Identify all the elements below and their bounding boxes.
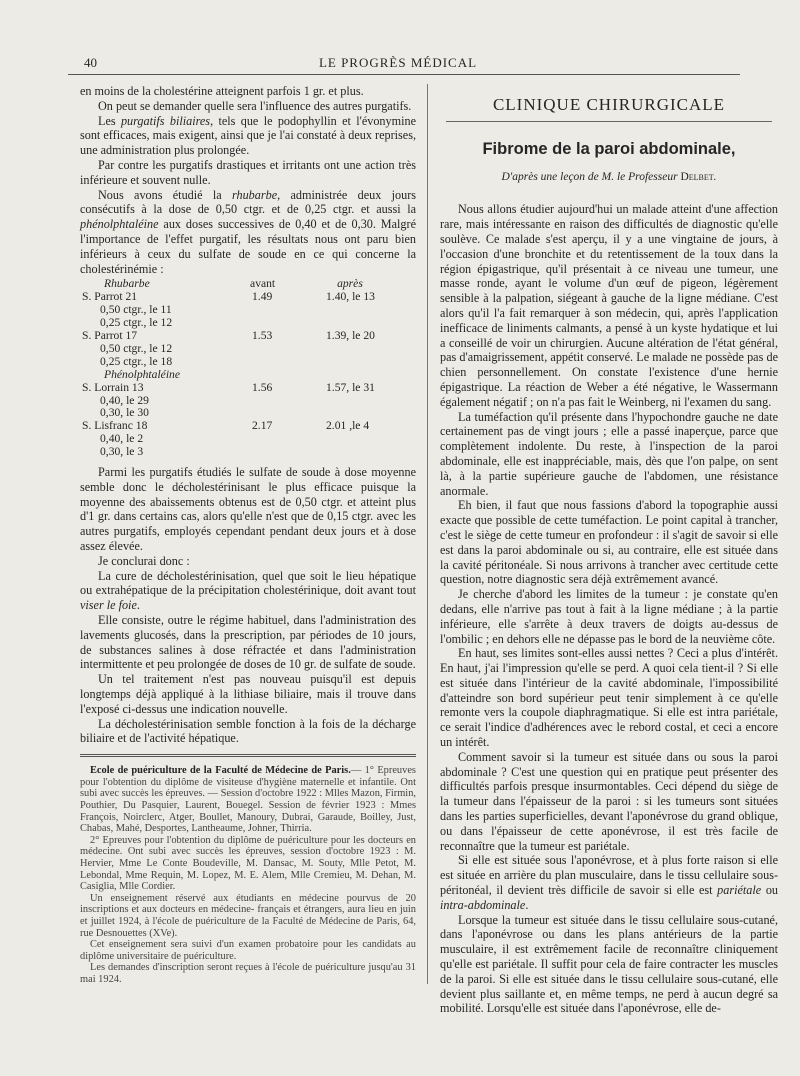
paragraph: Je conclurai donc :: [98, 553, 190, 568]
section-rule: [446, 121, 772, 122]
table-subrow: 0,25 ctgr., le 12: [100, 316, 173, 330]
paragraph: Nous avons étudié la rhubarbe, administrée deux jours consécutifs à la dose de 0,50 ctgr. et de 0,25 ctgr. et aussi la phénolphtaléine aux doses successives de 0,40 et de 0,30. Malgré l'importance de l'effet purgatif, les résultats nous ont paru bien inférieurs à ceux du sulfate de soude en ce qui concerne la cholestérinémie :: [80, 187, 417, 276]
emphasis: purgatifs biliaires: [120, 113, 211, 128]
left-column: [80, 84, 416, 985]
paragraph: Je cherche d'abord les limites de la tumeur : je constate qu'en dedans, elle n'arrive pas tout à fait à la ligne médiane ; à la partie inférieure, elle s'arrête à deux travers de doigts au-dessus de l'ombilic ; en dehors elle ne dépasse pas le bord de la neuvième côte.: [440, 587, 778, 646]
notice-block: [80, 765, 416, 985]
paragraph: La décholestérinisation semble fonction à la fois de la décharge biliaire et de l'activité hépatique.: [80, 716, 416, 746]
table-subrow: 0,40, le 29: [100, 393, 149, 407]
notice-paragraph: Un enseignement réservé aux étudiants en médecine pourvus de 20 inscriptions et aux docteurs en médecine- français et étrangers, aura lieu en juin et juillet 1924, à l'école de puériculture de la Faculté de Médecine de Paris, 64, rue Desnouettes (XVe).: [80, 892, 416, 939]
table-subrow: 0,30, le 30: [100, 406, 149, 420]
emphasis: phénolphtaléine: [80, 217, 159, 232]
paragraph: Parmi les purgatifs étudiés le sulfate de soude à dose moyenne semble donc le décholestérinisant le plus efficace puisque la moyenne des abaissements obtenus est de 0,50 ctgr. et atteint plus d'1 gr. dans certains cas, alors qu'elle n'est que de 0,15 ctgr. avec les autres purgatifs, employés cependant pendant deux jours et à dose assez élevée.: [80, 465, 416, 554]
paragraph: Lorsque la tumeur est située dans le tissu cellulaire sous-cutané, dans l'aponévrose ou dans les plans antérieurs de la partie musculaire, il est extrêmement facile de reconnaître cliniquement qu'elle est pariétale. Il suffit pour cela de faire contracter les muscles de la paroi. Si elle est située dans le tissu cellulaire sous-cutané, elle devient plus saillante et, en même temps, ne perd à aucun degré sa mobilité. Lorsqu'elle est située dans l'aponévrose, elle de-: [440, 912, 778, 1016]
table-subrow: 0,50 ctgr., le 11: [100, 303, 172, 317]
cholesterol-table: [80, 278, 416, 459]
column-divider: [427, 84, 428, 984]
paragraph: Un tel traitement n'est pas nouveau puisqu'il est depuis longtemps déjà appliqué à la lithiase biliaire, mais il trouve dans l'exposé ci-dessus une indication nouvelle.: [80, 672, 416, 716]
paragraph: Si elle est située sous l'aponévrose, et à plus forte raison si elle est située en arrière du plan musculaire, dans le tissu cellulaire sous-péritonéal, il devient très difficile de savoir si elle est pariétale ou intra-abdominale.: [440, 853, 778, 912]
emphasis: intra-abdominale: [440, 897, 526, 912]
paragraph: Elle consiste, outre le régime habituel, dans l'administration des lavements glucosés, dans la prescription, par périodes de 10 jours, de substances salines à dose réfractée et dans l'administration intermittente et peu prolongée de doses de 10 gr. de sulfate de soude.: [80, 613, 416, 672]
table-subrow: 0,30, le 3: [100, 445, 144, 459]
header-rule: [68, 74, 740, 75]
article-title: Fibrome de la paroi abdominale,: [482, 139, 736, 158]
paragraph: Comment savoir si la tumeur est située dans ou sous la paroi abdominale ? C'est une question qui en pratique peut présenter des difficultés parfois presque insurmontables. Ceci dépend du siège de la tumeur dans l'épaisseur de la paroi : si les tumeurs sont situées dans les parties superficielles, devant l'aponévrose du grand oblique, ou dans l'épaisseur de cette aponévrose, il est très facile de reconnaître que la tumeur est pariétale.: [440, 749, 778, 853]
table-subrow: 0,25 ctgr., le 18: [100, 354, 173, 368]
right-column: [440, 84, 778, 1016]
author-name: Delbet: [680, 170, 714, 183]
paragraph: Les purgatifs biliaires, tels que le podophyllin et l'évonymine sont efficaces, mais exigent, ainsi que je l'ai constaté à deux reprises, une administration plus prolongée.: [80, 113, 416, 158]
notice-paragraph: Ecole de puériculture de la Faculté de Médecine de Paris.— 1° Epreuves pour l'obtention du diplôme de visiteuse d'hygiène maternelle et infantile. Ont subi avec succès les épreuves. — Session d'octobre 1922 : Mlles Mazon, Firmin, Pouthier, Du Pasquier, Laurent, Bouegel. Session de février 1923 : Mmes François, Noirclerc, Atger, Boullet, Manoury, Dubrai, Garaude, Boilley, Just, Chabas, Mahé, Desportes, Lantheaume, Johner, Thirria.: [80, 765, 416, 835]
section-title: CLINIQUE CHIRURGICALE: [492, 95, 726, 114]
table-subrow: 0,40, le 2: [100, 432, 144, 446]
paragraph: La cure de décholestérinisation, quel que soit le lieu hépatique ou extrahépatique de la précipitation cholestérinique, doit avant tout viser le foie.: [80, 568, 416, 613]
table-section-label: Phénolphtaléine: [104, 367, 180, 381]
table-header-row: Rhubarbe avant après: [104, 277, 363, 291]
page-header: [58, 55, 738, 71]
table-row: S. Parrot 17 1.53 1.39, le 20: [82, 328, 375, 342]
notice-paragraph: 2° Epreuves pour l'obtention du diplôme de puériculture pour les docteurs en médecine. Ont subi avec succès les épreuves, session d'octobre 1923 : M. Hervier, Mme Le Conte Boudeville, M. Dansac, M. Souty, Mlle Petot, M. Lebondal, Mme Requin, M. Lopez, M. E. Alem, Mlle Cremieu, M. Dehan, M. Casiglia, Mlle Cordier.: [80, 834, 416, 893]
table-row: S. Parrot 21 1.49 1.40, le 13: [82, 290, 375, 304]
paragraph: La tuméfaction qu'il présente dans l'hypochondre gauche ne date certainement pas de vingt jours ; elle a passé inaperçue, parce que complètement indolente. Du reste, à l'inspection de la paroi abdominale, elle est inappréciable, mais, dès que l'on palpe, on sent là, à la partie supérieure gauche de l'abdomen, une résistance anormale.: [440, 409, 778, 498]
paragraph: Eh bien, il faut que nous fassions d'abord la topographie aussi exacte que possible de cette tuméfaction. Le point capital à trancher, c'est le siège de cette tumeur en profondeur : il s'agit de savoir si elle est dans la paroi abdominale ou si, au contraire, elle est située dans la cavité péritonéale. Si nous arrivons à trancher avec certitude cette question, notre diagnostic sera déjà extrêmement avancé.: [440, 498, 778, 587]
emphasis: pariétale: [717, 883, 762, 898]
paragraph: On peut se demander quelle sera l'influence des autres purgatifs.: [98, 98, 412, 113]
table-row: S. Lorrain 13 1.56 1.57, le 31: [82, 380, 375, 394]
byline: D'après une leçon de M. le Professeur Delbet.: [501, 170, 717, 183]
paragraph: Par contre les purgatifs drastiques et irritants ont une action très inférieure et souvent nulle.: [80, 157, 416, 187]
notice-paragraph: Cet enseignement sera suivi d'un examen probatoire pour les candidats au diplôme universitaire de puériculture.: [80, 939, 416, 962]
notice-title: Ecole de puériculture de la Faculté de Médecine de Paris.: [90, 765, 351, 777]
paragraph: en moins de la cholestérine atteignent parfois 1 gr. et plus.: [80, 84, 364, 98]
notice-paragraph: Les demandes d'inscription seront reçues à l'école de puériculture jusqu'au 31 mai 1924.: [80, 962, 416, 985]
table-row: S. Lisfranc 18 2.17 2.01 ,le 4: [82, 419, 370, 433]
paragraph: En haut, ses limites sont-elles aussi nettes ? Ceci a plus d'intérêt. En haut, j'ai l'impression qu'elle se perd. A quoi cela tient-il ? Si elle est située dans l'intérieur de la cavité abdominale, l'impossibilité d'atteindre son bord supérieur peut tenir simplement à ce qu'elle remonte vers la coupole diaphragmatique. Si elle est intra pariétale, ce serait l'indice d'adhérences avec le rebord costal, et ceci a encore un intérêt.: [440, 646, 778, 750]
table-subrow: 0,50 ctgr., le 12: [100, 341, 173, 355]
running-title: LE PROGRÈS MÉDICAL: [318, 55, 478, 70]
emphasis: viser le foie: [80, 598, 137, 613]
emphasis: rhubarbe: [231, 187, 278, 202]
notice-rule: [80, 754, 416, 757]
paragraph: Nous allons étudier aujourd'hui un malade atteint d'une affection rare, mais intéressante en raison des difficultés de diagnostic qu'elle soulève. Ce malade s'est aperçu, il y a une vingtaine de jours, à l'occasion d'une bronchite et du retentissement de la toux dans la région épigastrique, qu'il présentait à ce niveau une tumeur, une masse ronde, ayant le volume d'un œuf de pigeon, légèrement sensible à la palpation, siégeant à gauche de la ligne médiane. C'est alors qu'il l'a fait remarquer à son médecin, qui, après l'application inefficace de liniments calmants, a pensé à un kyste hydatique et lui a conseillé de voir un chirurgien. Aucune altération de l'état général, pas d'amaigrissement, appétit conservé. Le malade ne possède pas de chien personnellement. On constate l'existence d'une hernie épigastrique. La réaction de Weber a été négative, le Wassermann également négatif ; on n'a pas fait le Weinberg, ni l'examen du sang.: [440, 202, 778, 409]
page-number: 40: [84, 55, 97, 70]
